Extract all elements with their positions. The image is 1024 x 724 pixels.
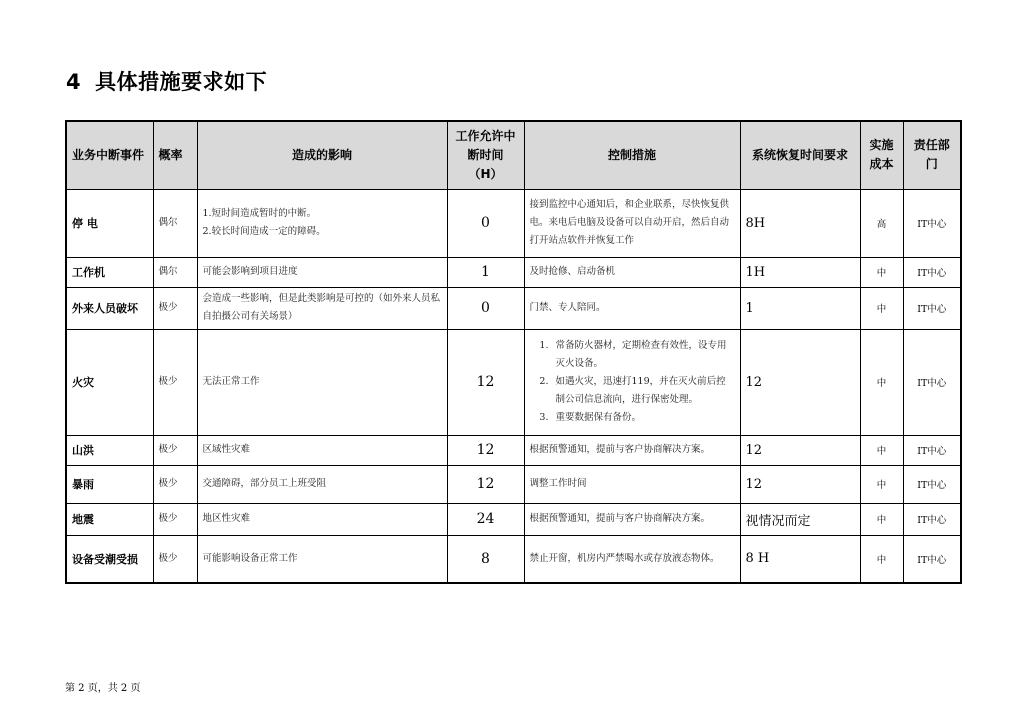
table-row (66, 189, 961, 257)
cell-cost: 中 (860, 329, 903, 435)
cell-probability: 极少 (153, 329, 197, 435)
control-list-item: 3. 重要数据保有备份。 (552, 409, 735, 427)
cell-cost: 中 (860, 435, 903, 465)
cell-recovery: 12 (740, 435, 860, 465)
cell-event: 山洪 (66, 435, 153, 465)
cell-owner: IT中心 (903, 465, 961, 503)
cell-control: 根据预警通知，提前与客户协商解决方案。 (524, 435, 740, 465)
cell-owner: IT中心 (903, 503, 961, 535)
header-cost (860, 121, 903, 189)
cell-cost: 中 (860, 287, 903, 329)
cell-downtime: 1 (447, 257, 524, 287)
cell-recovery: 12 (740, 329, 860, 435)
section-title: 具体措施要求如下 (95, 70, 268, 94)
table-row (66, 329, 961, 435)
cell-control: 门禁、专人陪同。 (524, 287, 740, 329)
cell-recovery: 8H (740, 189, 860, 257)
cell-downtime: 24 (447, 503, 524, 535)
header-downtime-line2: 断时间 (467, 147, 504, 162)
page-number-footer: 第 2 页，共 2 页 (65, 683, 141, 694)
header-impact: 造成的影响 (197, 121, 447, 189)
cell-downtime: 0 (447, 287, 524, 329)
cell-downtime: 8 (447, 535, 524, 583)
cell-control (524, 329, 740, 435)
cell-cost: 中 (860, 257, 903, 287)
header-owner-line2: 门 (925, 157, 938, 172)
impact-line: 2.较长时间造成一定的障碍。 (202, 226, 326, 237)
cell-downtime: 12 (447, 435, 524, 465)
cell-recovery: 12 (740, 465, 860, 503)
table-row (66, 535, 961, 583)
cell-impact: 交通障碍，部分员工上班受阻 (197, 465, 447, 503)
cell-impact: 无法正常工作 (197, 329, 447, 435)
cell-probability: 极少 (153, 435, 197, 465)
header-owner-line1: 责任部 (913, 138, 950, 153)
header-downtime (447, 121, 524, 189)
cell-owner: IT中心 (903, 257, 961, 287)
section-number: 4 (66, 70, 82, 94)
header-downtime-line3: （H） (468, 166, 503, 181)
cell-control: 调整工作时间 (524, 465, 740, 503)
cell-event: 暴雨 (66, 465, 153, 503)
cell-recovery: 1 (740, 287, 860, 329)
table-header-row (66, 121, 961, 189)
cell-downtime: 12 (447, 329, 524, 435)
cell-event: 设备受潮受损 (66, 535, 153, 583)
cell-impact: 可能会影响到项目进度 (197, 257, 447, 287)
cell-downtime: 12 (447, 465, 524, 503)
cell-probability: 极少 (153, 465, 197, 503)
header-control: 控制措施 (524, 121, 740, 189)
cell-event: 地震 (66, 503, 153, 535)
header-recovery: 系统恢复时间要求 (740, 121, 860, 189)
control-list (530, 337, 735, 427)
cell-recovery: 8 H (740, 535, 860, 583)
header-cost-line2: 成本 (869, 157, 894, 172)
cell-downtime: 0 (447, 189, 524, 257)
header-owner (903, 121, 961, 189)
control-list-item: 1. 常备防火器材，定期检查有效性，设专用灭火设备。 (552, 337, 735, 373)
impact-line: 1.短时间造成暂时的中断。 (202, 208, 317, 219)
cell-probability: 极少 (153, 503, 197, 535)
cell-control: 及时抢修、启动备机 (524, 257, 740, 287)
cell-probability: 极少 (153, 535, 197, 583)
cell-owner: IT中心 (903, 189, 961, 257)
cell-probability: 偶尔 (153, 189, 197, 257)
header-downtime-line1: 工作允许中 (455, 128, 516, 143)
table-row (66, 465, 961, 503)
cell-event: 外来人员破坏 (66, 287, 153, 329)
cell-recovery: 视情况而定 (740, 503, 860, 535)
header-event: 业务中断事件 (66, 121, 153, 189)
cell-owner: IT中心 (903, 535, 961, 583)
cell-cost: 中 (860, 503, 903, 535)
cell-cost: 高 (860, 189, 903, 257)
cell-event: 停 电 (66, 189, 153, 257)
table-row (66, 257, 961, 287)
cell-impact: 会造成一些影响，但是此类影响是可控的（如外来人员私自拍摄公司有关场景） (197, 287, 447, 329)
cell-control: 根据预警通知，提前与客户协商解决方案。 (524, 503, 740, 535)
section-heading (66, 66, 267, 96)
table-row (66, 503, 961, 535)
cell-owner: IT中心 (903, 287, 961, 329)
cell-probability: 极少 (153, 287, 197, 329)
cell-owner: IT中心 (903, 329, 961, 435)
cell-impact: 可能影响设备正常工作 (197, 535, 447, 583)
cell-cost: 中 (860, 535, 903, 583)
control-list-item: 2. 如遇火灾，迅速打119，并在灭火前后控制公司信息流向，进行保密处理。 (552, 373, 735, 409)
measures-table (65, 120, 962, 584)
cell-control: 禁止开窗，机房内严禁喝水或存放液态物体。 (524, 535, 740, 583)
cell-event: 火灾 (66, 329, 153, 435)
cell-event: 工作机 (66, 257, 153, 287)
table-row (66, 287, 961, 329)
table-row (66, 435, 961, 465)
cell-cost: 中 (860, 465, 903, 503)
cell-control: 接到监控中心通知后，和企业联系，尽快恢复供电。来电后电脑及设备可以自动开启，然后自动打开站点软件并恢复工作 (524, 189, 740, 257)
header-probability: 概率 (153, 121, 197, 189)
cell-impact: 地区性灾难 (197, 503, 447, 535)
cell-recovery: 1H (740, 257, 860, 287)
cell-owner: IT中心 (903, 435, 961, 465)
cell-impact (197, 189, 447, 257)
cell-impact: 区域性灾难 (197, 435, 447, 465)
cell-probability: 偶尔 (153, 257, 197, 287)
header-cost-line1: 实施 (869, 138, 894, 153)
